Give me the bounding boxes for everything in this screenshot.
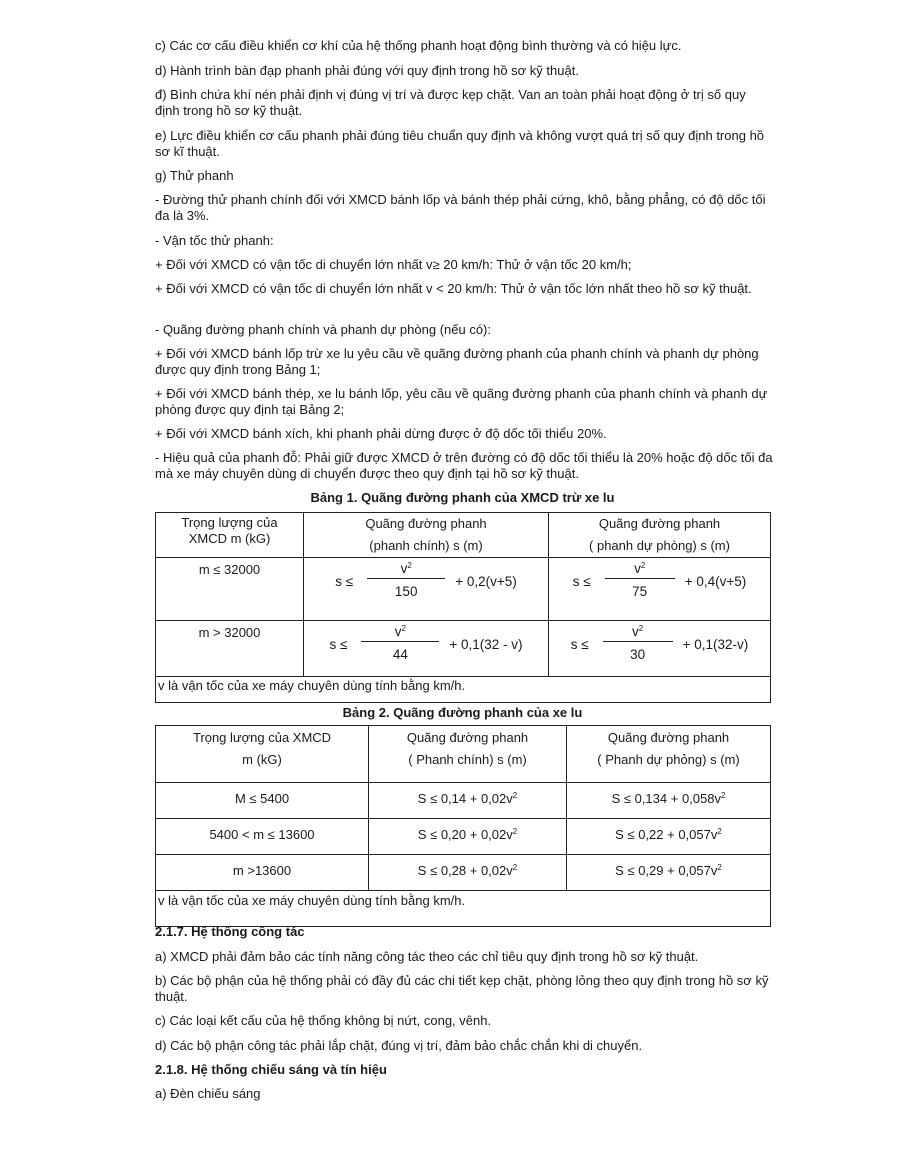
table1-header-weight: Trọng lượng của XMCD m (kG) bbox=[156, 513, 304, 558]
paragraph-brake-road: - Đường thử phanh chính đối với XMCD bánh lốp và bánh thép phải cứng, khô, bằng phẳng, có độ dốc tối đa là 3%. bbox=[155, 192, 766, 223]
table1-r1-weight: m ≤ 32000 bbox=[156, 558, 304, 621]
table1-r1-main-formula: s ≤ $\frac{v^2}{150}$ + 0,2(v+5) bbox=[304, 558, 549, 621]
table2-header-main: Quãng đường phanh ( Phanh chính) s (m) bbox=[369, 726, 567, 783]
table1-r1-reserve-formula: s ≤ $\frac{v^2}{75}$ + 0,4(v+5) bbox=[549, 558, 771, 621]
table2-r2-weight: 5400 < m ≤ 13600 bbox=[156, 819, 369, 855]
table-row bbox=[156, 855, 771, 891]
paragraph-tire-vehicles: + Đối với XMCD bánh lốp trừ xe lu yêu cầu về quãng đường phanh của phanh chính và phanh dự phòng được quy định trong Bảng 1; bbox=[155, 346, 759, 377]
table2-r1-main: $S \le 0,14 + 0,02v^2$ bbox=[369, 783, 567, 819]
table1-r2-weight: m > 32000 bbox=[156, 621, 304, 677]
paragraph-speed-lt20: + Đối với XMCD có vận tốc di chuyển lớn nhất v < 20 km/h: Thử ở vận tốc lớn nhất theo hồ sơ kỹ thuật. bbox=[155, 281, 752, 296]
table1-header-reserve: Quãng đường phanh ( phanh dự phòng) s (m) bbox=[549, 513, 771, 558]
table1-r2-reserve-formula: s ≤ $\frac{v^2}{30}$ + 0,1(32-v) bbox=[549, 621, 771, 677]
paragraph-brake-speed: - Vận tốc thử phanh: bbox=[155, 233, 274, 248]
table1-note: v là vận tốc của xe máy chuyên dùng tính bằng km/h. bbox=[156, 677, 771, 703]
table2-r3-main: $S \le 0,28 + 0,02v^2$ bbox=[369, 855, 567, 891]
paragraph-crawler: + Đối với XMCD bánh xích, khi phanh phải dừng được ở độ dốc tối thiểu 20%. bbox=[155, 426, 607, 441]
table-row bbox=[156, 783, 771, 819]
table1-r2-main-formula: s ≤ $\frac{v^2}{44}$ + 0,1(32 - v) bbox=[304, 621, 549, 677]
table2-r3-reserve: $S \le 0,29 + 0,057v^2$ bbox=[567, 855, 771, 891]
section-218-heading: 2.1.8. Hệ thống chiếu sáng và tín hiệu bbox=[155, 1062, 387, 1077]
table2-r1-weight: M ≤ 5400 bbox=[156, 783, 369, 819]
paragraph-speed-ge20: + Đối với XMCD có vận tốc di chuyển lớn nhất v≥ 20 km/h: Thử ở vận tốc 20 km/h; bbox=[155, 257, 632, 272]
paragraph-d: d) Hành trình bàn đạp phanh phải đúng với quy định trong hồ sơ kỹ thuật. bbox=[155, 63, 579, 78]
paragraph-brake-distance: - Quãng đường phanh chính và phanh dự phòng (nếu có): bbox=[155, 322, 492, 337]
table1-caption: Bảng 1. Quãng đường phanh của XMCD trừ xe lu bbox=[310, 490, 615, 505]
table2-r2-reserve: $S \le 0,22 + 0,057v^2$ bbox=[567, 819, 771, 855]
section-218-a: a) Đèn chiếu sáng bbox=[155, 1086, 261, 1101]
table2-note: v là vận tốc của xe máy chuyên dùng tính bằng km/h. bbox=[156, 891, 771, 927]
paragraph-steel-wheel: + Đối với XMCD bánh thép, xe lu bánh lốp, yêu cầu về quãng đường phanh của phanh chính và phanh dự phòng được quy định tại Bảng 2; bbox=[155, 386, 768, 417]
paragraph-dd: đ) Bình chứa khí nén phải định vị đúng vị trí và được kẹp chặt. Van an toàn phải hoạt động ở trị số quy định trong hồ sơ kỹ thuật. bbox=[155, 87, 746, 118]
table2-caption: Bảng 2. Quãng đường phanh của xe lu bbox=[342, 705, 583, 720]
table1-header-main: Quãng đường phanh (phanh chính) s (m) bbox=[304, 513, 549, 558]
paragraph-e: e) Lực điều khiển cơ cấu phanh phải đúng tiêu chuẩn quy định và không vượt quá trị số quy định trong hồ sơ kĩ thuật. bbox=[155, 128, 765, 159]
table1 bbox=[155, 512, 771, 703]
section-217-c: c) Các loại kết cấu của hệ thống không bị nứt, cong, vênh. bbox=[155, 1013, 492, 1028]
paragraph-c: c) Các cơ cấu điều khiển cơ khí của hệ thống phanh hoạt động bình thường và có hiệu lực. bbox=[155, 38, 682, 53]
paragraph-g: g) Thử phanh bbox=[155, 168, 234, 183]
table2-r1-reserve: $S \le 0,134 + 0,058v^2$ bbox=[567, 783, 771, 819]
section-217-d: d) Các bộ phận công tác phải lắp chặt, đúng vị trí, đảm bảo chắc chắn khi di chuyển. bbox=[155, 1038, 643, 1053]
table-row bbox=[156, 819, 771, 855]
section-217-a: a) XMCD phải đảm bảo các tính năng công tác theo các chỉ tiêu quy định trong hồ sơ kỹ thuật. bbox=[155, 949, 699, 964]
table2-header-weight: Trọng lượng của XMCD m (kG) bbox=[156, 726, 369, 783]
table2-r2-main: $S \le 0,20 + 0,02v^2$ bbox=[369, 819, 567, 855]
section-217-heading: 2.1.7. Hệ thống công tác bbox=[155, 924, 305, 939]
paragraph-parking-brake: - Hiệu quả của phanh đỗ: Phải giữ được XMCD ở trên đường có độ dốc tối thiểu là 20% hoặc độ dốc tối đa mà xe máy chuyên dùng di chuyển được theo quy định tại hồ sơ kỹ thuật. bbox=[155, 450, 773, 481]
table2 bbox=[155, 725, 771, 927]
section-217-b: b) Các bộ phận của hệ thống phải có đầy đủ các chi tiết kẹp chặt, phòng lỏng theo quy định trong hồ sơ kỹ thuật. bbox=[155, 973, 769, 1004]
table2-r3-weight: m >13600 bbox=[156, 855, 369, 891]
table2-header-reserve: Quãng đường phanh ( Phanh dự phỏng) s (m) bbox=[567, 726, 771, 783]
